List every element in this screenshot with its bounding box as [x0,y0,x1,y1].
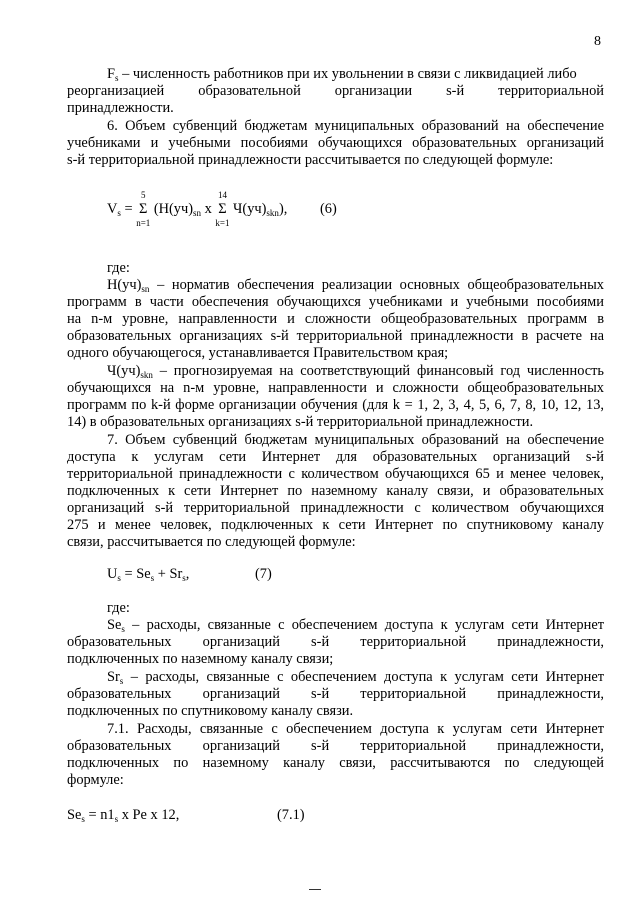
where-label-1: где: [107,260,130,276]
where-label-2: где: [107,600,130,616]
paragraph-6-line-3: s-й территориальной принадлежности рассчитывается по следующей формуле: [67,152,554,168]
paragraph-7-line-7: связи, рассчитывается по следующей формуле: [67,534,356,550]
count-definition-line-2: обучающихся на n-м уровне, направленности и сложности общеобразовательных [67,380,604,396]
se-definition-line-2: образовательных организаций s-й территориальной принадлежности, [67,634,604,650]
norm-definition-line-3: на n-м уровне, направленности и сложности общеобразовательных программ в [67,311,604,327]
count-definition-line-1: $Ч(уч)_{skn}$ – прогнозируемая на соответствующий финансовый год численность [107,363,604,380]
sr-definition-line-2: образовательных организаций s-й территориальной принадлежности, [67,686,604,702]
paragraph-6-line-1: 6. Объем субвенций бюджетам муниципальных образований на обеспечение [107,118,604,134]
norm-definition-line-4: образовательных организациях s-й территориальной принадлежности в расчете на [67,328,604,344]
formula-7-1: $Se_s = n1_s$ x Pe x 12, [67,807,180,824]
paragraph-6-line-2: учебниками и учебными пособиями обучающихся образовательных организаций [67,135,604,151]
norm-definition-line-5: одного обучающегося, устанавливается Правительством края; [67,345,449,361]
sr-definition-line-1: $Sr_s$ – расходы, связанные с обеспечением доступа к услугам сети Интернет [107,669,604,686]
formula-6: $V_s$ = 5 Σ n=1 ($Н(уч)_{sn}$ x 14 Σ k=1 $Ч(уч)_{skn}$), [107,190,288,228]
se-definition-line-1: $Se_s$ – расходы, связанные с обеспечением доступа к услугам сети Интернет [107,617,604,634]
formula-7-1-number: (7.1) [277,807,305,823]
formula-7: $U_s = Se_s + Sr_s$, [107,566,190,583]
formula-6-number: (6) [320,201,337,217]
paragraph-7-1-line-3: подключенных по наземному каналу связи, рассчитываются по следующей [67,755,604,771]
paragraph-7-line-2: доступа к услугам сети Интернет для образовательных организаций s-й [67,449,604,465]
footer-mark [309,889,321,890]
se-definition-line-3: подключенных по наземному каналу связи; [67,651,334,667]
sum-k-sign: 14 Σ k=1 [215,190,230,228]
sum-n-sign: 5 Σ n=1 [136,190,151,228]
formula-7-number: (7) [255,566,272,582]
fs-definition-line-1: $F_s$ – численность работников при их увольнении в связи с ликвидацией либо [107,66,577,83]
count-definition-line-4: 14) в образовательных организациях s-й территориальной принадлежности. [67,414,534,430]
page-number: 8 [594,34,601,49]
norm-definition-line-1: $Н(уч)_{sn}$ – норматив обеспечения реализации основных общеобразовательных [107,277,604,294]
paragraph-7-line-4: подключенных к сети Интернет по наземному каналу связи, и образовательных [67,483,604,499]
paragraph-7-line-3: территориальной принадлежности с количеством обучающихся 65 и менее человек, [67,466,604,482]
paragraph-7-1-line-2: образовательных организаций s-й территориальной принадлежности, [67,738,604,754]
norm-definition-line-2: программ в части обеспечения обучающихся учебниками и учебными пособиями [67,294,604,310]
paragraph-7-line-1: 7. Объем субвенций бюджетам муниципальных образований на обеспечение [107,432,604,448]
paragraph-7-1-line-4: формуле: [67,772,124,788]
fs-definition-line-3: принадлежности. [67,100,174,116]
fs-definition-line-2: реорганизацией образовательной организации s-й территориальной [67,83,604,99]
count-definition-line-3: программ по k-й форме организации обучения (для k = 1, 2, 3, 4, 5, 6, 7, 8, 10, 12, 13, [67,397,604,413]
paragraph-7-line-5: организаций s-й территориальной принадлежности с количеством обучающихся [67,500,604,516]
paragraph-7-1-line-1: 7.1. Расходы, связанные с обеспечением доступа к услугам сети Интернет [107,721,604,737]
paragraph-7-line-6: 275 и менее человек, подключенных к сети Интернет по спутниковому каналу [67,517,604,533]
sr-definition-line-3: подключенных по спутниковому каналу связи. [67,703,354,719]
